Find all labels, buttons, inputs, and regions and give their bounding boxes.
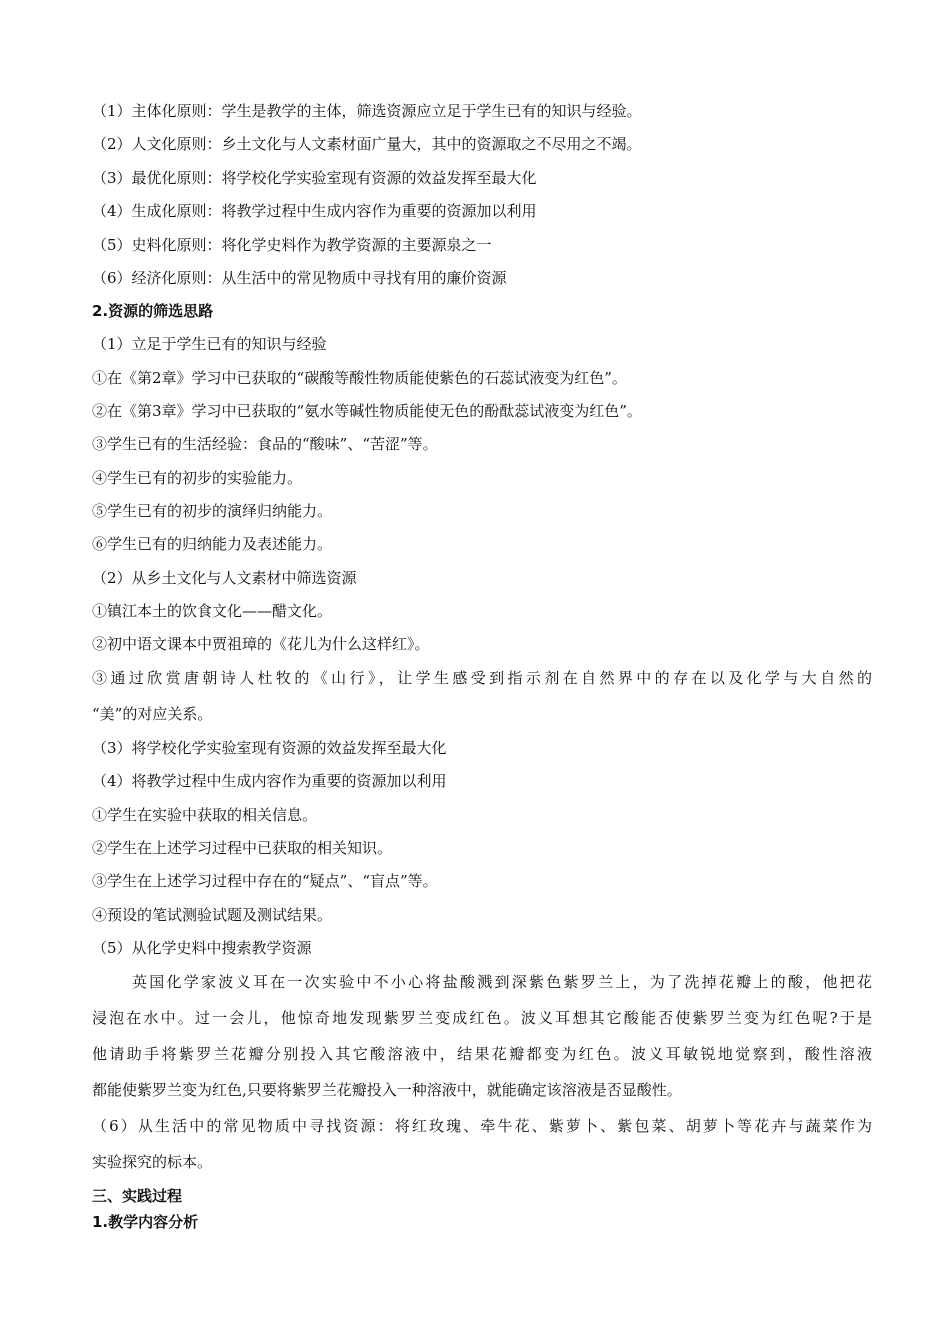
principle-4: （4）生成化原则：将教学过程中生成内容作为重要的资源加以利用	[92, 202, 537, 220]
history-paragraph-line: 英国化学家波义耳在一次实验中不小心将盐酸溅到深紫色紫罗兰上，为了洗掉花瓣上的酸，他把花	[132, 973, 872, 991]
section-heading-content-analysis: 1.教学内容分析	[92, 1213, 199, 1231]
list-item: ②初中语文课本中贾祖璋的《花儿为什么这样红》。	[92, 635, 430, 653]
list-item: ③学生在上述学习过程中存在的“疑点”、“盲点”等。	[92, 872, 438, 890]
section-heading-practice-process: 三、实践过程	[92, 1187, 183, 1205]
list-item: ④学生已有的初步的实验能力。	[92, 469, 303, 487]
subsection-5: （5）从化学史料中搜索教学资源	[92, 939, 312, 957]
section-heading-screening-approach: 2.资源的筛选思路	[92, 302, 214, 320]
history-paragraph-line: 都能使紫罗兰变为红色,只要将紫罗兰花瓣投入一种溶液中，就能确定该溶液是否显酸性。	[92, 1081, 682, 1099]
principle-3: （3）最优化原则：将学校化学实验室现有资源的效益发挥至最大化	[92, 169, 537, 187]
principle-6: （6）经济化原则：从生活中的常见物质中寻找有用的廉价资源	[92, 269, 507, 287]
list-item: ①镇江本土的饮食文化——醋文化。	[92, 602, 333, 620]
list-item: ①在《第2章》学习中已获取的“碳酸等酸性物质能使紫色的石蕊试液变为红色”。	[92, 369, 627, 387]
subsection-2: （2）从乡土文化与人文素材中筛选资源	[92, 569, 357, 587]
principle-2: （2）人文化原则：乡土文化与人文素材面广量大，其中的资源取之不尽用之不竭。	[92, 135, 642, 153]
list-item: ②在《第3章》学习中已获取的“氨水等碱性物质能使无色的酚酞蕊试液变为红色”。	[92, 402, 642, 420]
history-paragraph-line: 浸泡在水中。过一会儿，他惊奇地发现紫罗兰变成红色。波义耳想其它酸能否使紫罗兰变为红色呢?于是	[92, 1009, 872, 1027]
principle-5: （5）史料化原则：将化学史料作为教学资源的主要源泉之一	[92, 236, 492, 254]
list-item: ①学生在实验中获取的相关信息。	[92, 806, 318, 824]
subsection-3: （3）将学校化学实验室现有资源的效益发挥至最大化	[92, 739, 447, 757]
subsection-1: （1）立足于学生已有的知识与经验	[92, 335, 327, 353]
list-item: ③通过欣赏唐朝诗人杜牧的《山行》，让学生感受到指示剂在自然界中的存在以及化学与大自然的	[92, 669, 872, 687]
list-item: ④预设的笔试测验试题及测试结果。	[92, 906, 333, 924]
history-paragraph-line: 他请助手将紫罗兰花瓣分别投入其它酸溶液中，结果花瓣都变为红色。波义耳敏锐地觉察到，酸性溶液	[92, 1045, 872, 1063]
subsection-6-continuation: 实验探究的标本。	[92, 1153, 213, 1171]
list-item: ③学生已有的生活经验：食品的“酸味”、“苦涩”等。	[92, 435, 438, 453]
list-item: ⑤学生已有的初步的演绎归纳能力。	[92, 502, 333, 520]
list-item: ⑥学生已有的归纳能力及表述能力。	[92, 535, 333, 553]
subsection-4: （4）将教学过程中生成内容作为重要的资源加以利用	[92, 772, 447, 790]
principle-1: （1）主体化原则：学生是教学的主体，筛选资源应立足于学生已有的知识与经验。	[92, 102, 642, 120]
list-item-continuation: “美”的对应关系。	[92, 705, 213, 723]
list-item: ②学生在上述学习过程中已获取的相关知识。	[92, 839, 393, 857]
subsection-6: （6）从生活中的常见物质中寻找资源：将红玫瑰、牵牛花、紫萝卜、紫包菜、胡萝卜等花卉与蔬菜作为	[92, 1117, 872, 1135]
